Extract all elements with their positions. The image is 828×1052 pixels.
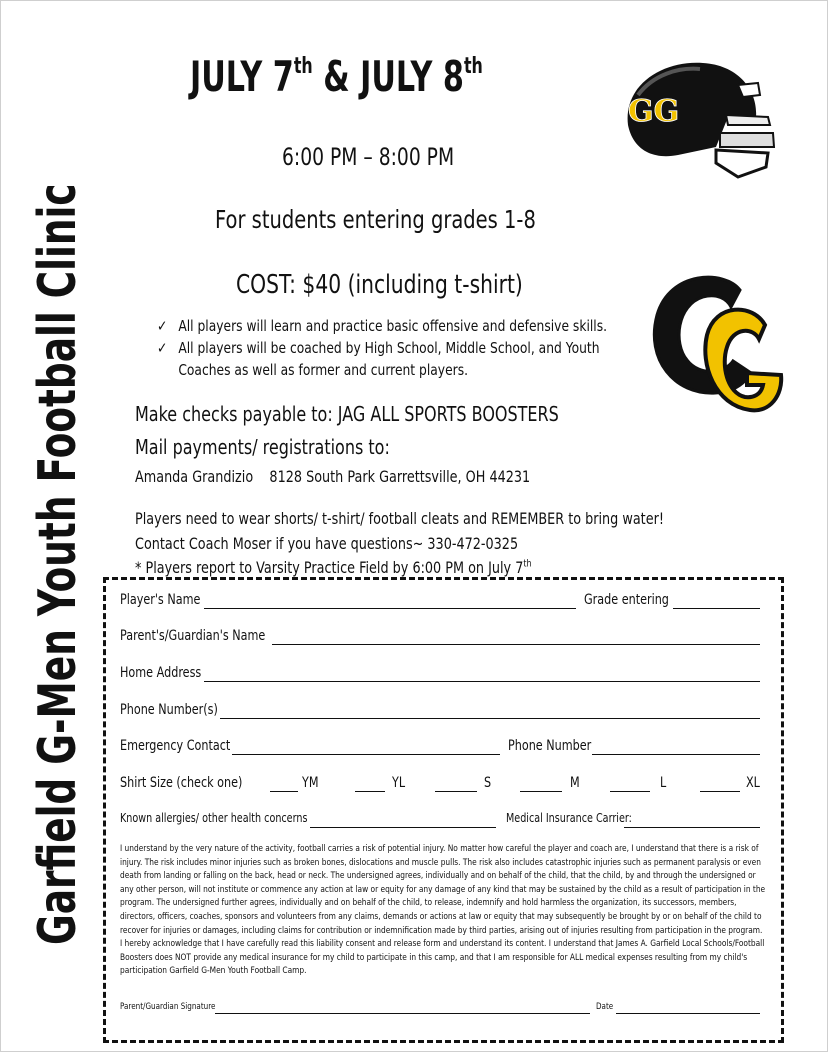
size-l-checkbox[interactable] (610, 791, 650, 792)
emergency-contact-field[interactable] (232, 754, 500, 755)
shirt-size-label: Shirt Size (check one) (120, 775, 243, 791)
allergies-field[interactable] (310, 827, 496, 828)
guardian-name-label: Parent's/Guardian's Name (120, 628, 266, 644)
contact-note: Contact Coach Moser if you have questions~ 330-472-0325 (135, 534, 519, 553)
size-ym-checkbox[interactable] (270, 791, 298, 792)
phone-numbers-field[interactable] (220, 718, 760, 719)
grades-line: For students entering grades 1-8 (215, 205, 536, 234)
signature-field[interactable] (215, 1013, 590, 1014)
cg-logo-icon (645, 265, 785, 415)
mailing-address: Amanda Grandizio 8128 South Park Garrettsville, OH 44231 (135, 467, 531, 486)
helmet-letters: GG (628, 94, 680, 129)
date-label: Date (596, 1002, 614, 1012)
size-yl-checkbox[interactable] (355, 791, 385, 792)
report-note: * Players report to Varsity Practice Field by 6:00 PM on July 7th (135, 558, 532, 577)
size-xl-label: XL (746, 775, 760, 791)
signature-label: Parent/Guardian Signature (120, 1002, 216, 1012)
home-address-field[interactable] (204, 681, 760, 682)
date-field[interactable] (616, 1013, 760, 1014)
phone-numbers-label: Phone Number(s) (120, 702, 218, 718)
attire-note: Players need to wear shorts/ t-shirt/ football cleats and REMEMBER to bring water! (135, 509, 664, 528)
size-xl-checkbox[interactable] (700, 791, 740, 792)
side-title: Garfield G-Men Youth Football Clinic (28, 183, 88, 945)
acknowledgement-paragraph: I hereby acknowledge that I have carefully read this liability consent and release form and understand its content. I understand that James A. Garfield Local Schools/Football Boosters does NOT provide any medical insurance for my child to participate in this camp, and that I am responsible for ALL medical expenses resulting from my child's participation Garfield G-Men Youth Football Camp. (120, 938, 765, 977)
bullet-item: ✓ All players will be coached by High School, Middle School, and Youth Coaches as well as former and current players. (157, 339, 600, 379)
guardian-name-field[interactable] (272, 644, 760, 645)
size-m-label: M (570, 775, 580, 791)
checks-payable: Make checks payable to: JAG ALL SPORTS BOOSTERS (135, 402, 559, 426)
player-name-label: Player's Name (120, 592, 201, 608)
checkmark-icon: ✓ (157, 339, 168, 357)
waiver-paragraph: I understand by the very nature of the activity, football carries a risk of potential injury. No matter how careful the player and coach are, I understand that there is a risk of injury. The risk includes minor injuries such as broken bones, dislocations and muscle pulls. The risk also includes catastrophic injuries such as permanent paralysis or even death from landing or falling on the back, head or neck. The undersigned agrees, individually and on behalf of the child, that the child, by and through the undersigned or any other person, will not institute or commence any action at law or equity for any damage of any kind that may be sustained by the child as a result of participation in the program. The undersigned further agrees, individually and on behalf of the child, to release, indemnify and hold harmless the organization, its successors, members, directors, officers, coaches, sponsors and volunteers from any claims, demands or actions at law or equity that may subsequently be brought by or on behalf of the child to recover for injuries or damages, including claims for contribution or indemnification made by third parties, arising out of injuries resulting from participation in the program. (120, 843, 766, 936)
event-time: 6:00 PM – 8:00 PM (282, 143, 455, 171)
allergies-label: Known allergies/ other health concerns (120, 811, 308, 825)
size-s-label: S (484, 775, 492, 791)
checkmark-icon: ✓ (157, 317, 168, 335)
mail-payments-label: Mail payments/ registrations to: (135, 435, 390, 459)
player-name-field[interactable] (204, 608, 576, 609)
bullet-item: ✓ All players will learn and practice basic offensive and defensive skills. (157, 317, 608, 335)
liability-waiver (120, 842, 768, 978)
emergency-contact-label: Emergency Contact (120, 738, 231, 754)
insurance-field[interactable] (624, 827, 760, 828)
grade-entering-field[interactable] (673, 608, 760, 609)
event-dates: JULY 7th & JULY 8th (190, 52, 483, 101)
home-address-label: Home Address (120, 665, 202, 681)
size-ym-label: YM (302, 775, 319, 791)
size-m-checkbox[interactable] (520, 791, 562, 792)
size-l-label: L (660, 775, 667, 791)
signature-row (120, 1002, 780, 1018)
size-yl-label: YL (392, 775, 406, 791)
phone-number-label: Phone Number (508, 738, 592, 754)
bullet-list (157, 315, 649, 381)
grade-entering-label: Grade entering (584, 592, 669, 608)
insurance-label: Medical Insurance Carrier: (506, 811, 632, 825)
phone-number-field[interactable] (592, 754, 760, 755)
size-s-checkbox[interactable] (435, 791, 477, 792)
football-helmet-icon (608, 55, 778, 185)
cost-line: COST: $40 (including t-shirt) (236, 270, 523, 300)
